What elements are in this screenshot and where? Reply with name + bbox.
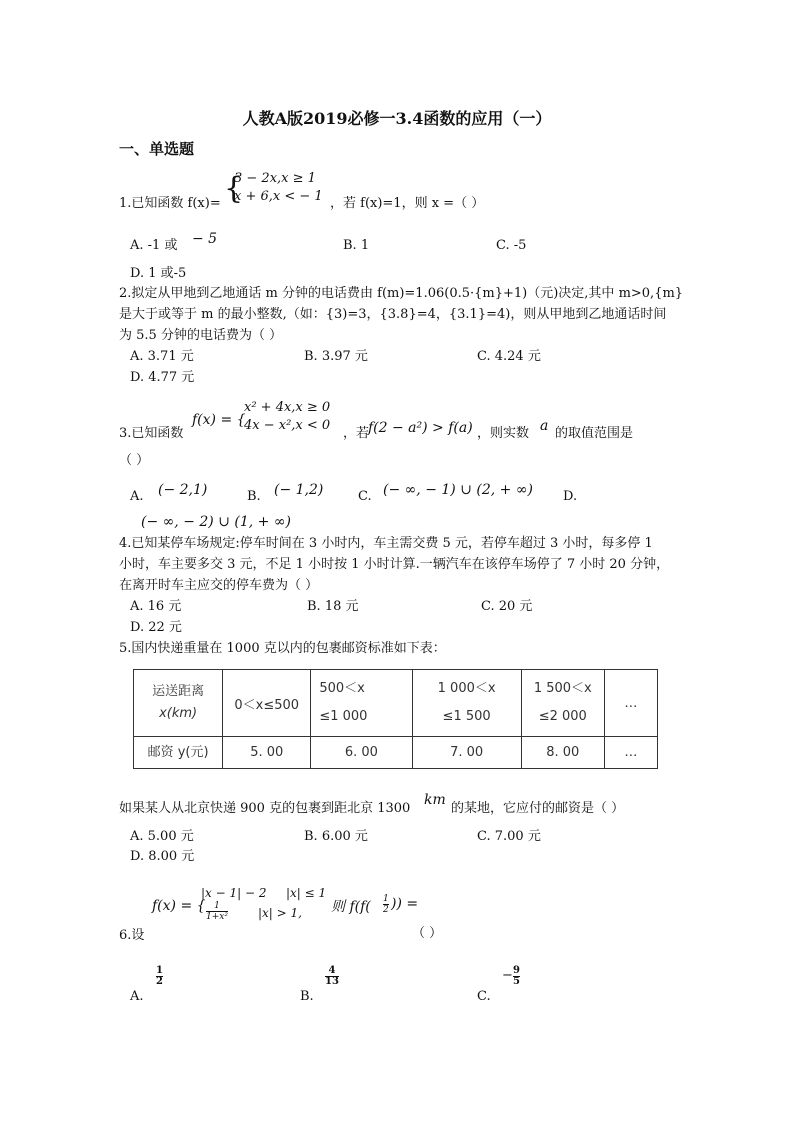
q2-option-c: C. 4.24 元 [477,349,541,364]
table-header-cell [134,670,223,737]
q6-option-c-fraction [513,966,520,987]
q3-option-b-math: (− 1,2) [274,482,324,498]
q1-piece1: 3 − 2x,x ≥ 1 [234,171,316,186]
q2-option-a: A. 3.71 元 [130,349,194,364]
table-cell: 6. 00 [311,737,412,769]
q5-question-suffix: 的某地，它应付的邮资是（ ） [451,801,625,816]
q3-prefix: 3.已知函数 [119,426,184,441]
q2-line-3: 为 5.5 分钟的电话费为（ ） [119,328,283,343]
q4-line-1: 4.已知某停车场规定:停车时间在 3 小时内，车主需交费 5 元，若停车超过 3 小时，每多停 1 [119,536,653,551]
q6-option-b: B. [300,989,314,1004]
q1-option-a: A. -1 或 [130,238,178,253]
q5-option-d: D. 8.00 元 [130,849,195,864]
denominator: 5 [513,976,520,987]
q4-option-b: B. 18 元 [307,599,359,614]
table-cell: 邮资 y(元) [134,737,223,769]
q1-piece2: x + 6,x < − 1 [234,189,323,204]
q1-option-c: C. -5 [496,238,527,253]
q5-option-b: B. 6.00 元 [304,829,368,844]
table-header-cell [412,670,521,737]
table-row [134,670,658,737]
numerator: 4 [328,965,336,976]
q4-option-c: C. 20 元 [481,599,533,614]
q6-piece2-cond: |x| > 1, [258,906,302,920]
q5-option-c: C. 7.00 元 [477,829,541,844]
q4-line-3: 在离开时车主应交的停车费为（ ） [119,578,319,593]
q3-paren: （ ） [119,453,150,468]
range-end: ≤1 000 [319,709,368,724]
q1-option-d: D. 1 或-5 [130,266,187,281]
numerator: 9 [513,965,520,976]
range-end: ≤1 500 [442,709,491,724]
table-cell: … [604,737,657,769]
q4-option-d: D. 22 元 [130,620,182,635]
q4-option-a: A. 16 元 [130,599,182,614]
q6-piece1-cond: |x| ≤ 1 [286,886,327,900]
q6-label: 6.设 [119,928,145,943]
q4-line-2: 小时，车主要多交 3 元，不足 1 小时按 1 小时计算.一辆汽车在该停车场停了 7 小时 20 分钟， [119,557,670,572]
postage-table [133,669,658,769]
q3-variable: a [540,418,549,434]
q6-then: 则 f(f( [331,899,371,915]
q3-piece2: 4x − x²,x < 0 [244,418,331,433]
numerator: 1 [383,894,389,904]
table-cell: 8. 00 [521,737,604,769]
distance-unit: x(km) [159,706,198,721]
range-start: 1 000＜x [437,681,496,696]
q3-option-a-math: (− 2,1) [158,482,208,498]
q5-intro: 5.国内快递重量在 1000 克以内的包裹邮资标准如下表： [119,641,446,656]
q3-fx: f(x) = { [192,412,246,428]
q3-option-c-math: (− ∞, − 1) ∪ (2, + ∞) [383,482,533,498]
q5-unit: km [424,792,446,808]
q5-question: 如果某人从北京快递 900 克的包裹到距北京 1300 [119,801,411,816]
q2-line-2: 是大于或等于 m 的最小整数,（如：{3)=3，{3.8}=4，{3.1}=4)，则从甲地到乙地通话时间 [119,307,667,322]
q3-piece1: x² + 4x,x ≥ 0 [244,400,331,415]
q3-mid: ，若 [343,426,370,441]
table-header-cell: … [604,670,657,737]
numerator: 1 [156,965,163,976]
range-end: ≤2 000 [538,709,587,724]
q3-option-a: A. [130,489,144,504]
denominator: 1+x² [206,912,228,922]
q3-mid2: ，则实数 [477,426,530,441]
q6-close: )) = [391,896,419,912]
denominator: 2 [156,976,163,987]
q6-paren: （ ） [412,926,443,941]
table-cell: 7. 00 [412,737,521,769]
q3-option-d-math: (− ∞, − 2) ∪ (1, + ∞) [141,514,291,530]
q3-option-c: C. [358,489,372,504]
q6-option-a: A. [130,989,144,1004]
q3-option-d: D. [563,489,578,504]
q3-option-b: B. [247,489,261,504]
page-title: 人教A版2019必修一3.4函数的应用（一） [242,109,552,128]
q5-option-a: A. 5.00 元 [130,829,194,844]
table-header-cell [311,670,412,737]
q3-suffix: 的取值范围是 [555,426,634,441]
q6-piece1: |x − 1| − 2 [201,886,267,900]
q6-option-b-fraction [325,966,339,987]
q6-option-c: C. [477,989,491,1004]
q1-brace: { [224,171,244,206]
q2-line-1: 2.拟定从甲地到乙地通话 m 分钟的电话费由 f(m)=1.06(0.5·{m}+1)（元)决定,其中 m>0,{m} [119,286,684,301]
q3-condition: f(2 − a²) > f(a) [368,420,473,436]
q1-option-a-math: − 5 [192,231,218,247]
numerator: 1 [214,901,220,911]
distance-label: 运送距离 [152,684,205,699]
q1-prefix: 1.已知函数 f(x)= [119,196,221,211]
q6-piece2-fraction [206,901,228,922]
range-start: 1 500＜x [533,681,592,696]
q6-option-a-fraction [156,966,163,987]
q1-suffix: ，若 f(x)=1，则 x =（ ） [330,196,485,211]
section-heading: 一、单选题 [119,140,195,158]
q2-option-d: D. 4.77 元 [130,370,195,385]
range-start: 500＜x [319,681,365,696]
table-header-cell [521,670,604,737]
table-header-cell: 0＜x≤500 [223,670,311,737]
denominator: 2 [383,905,389,915]
q6-option-c-sign: − [502,968,513,983]
q1-option-b: B. 1 [343,238,370,253]
q2-option-b: B. 3.97 元 [304,349,368,364]
table-row [134,737,658,769]
table-cell: 5. 00 [223,737,311,769]
denominator: 13 [325,976,339,987]
q6-half-fraction [383,894,389,915]
q6-fx: f(x) = { [152,898,206,914]
